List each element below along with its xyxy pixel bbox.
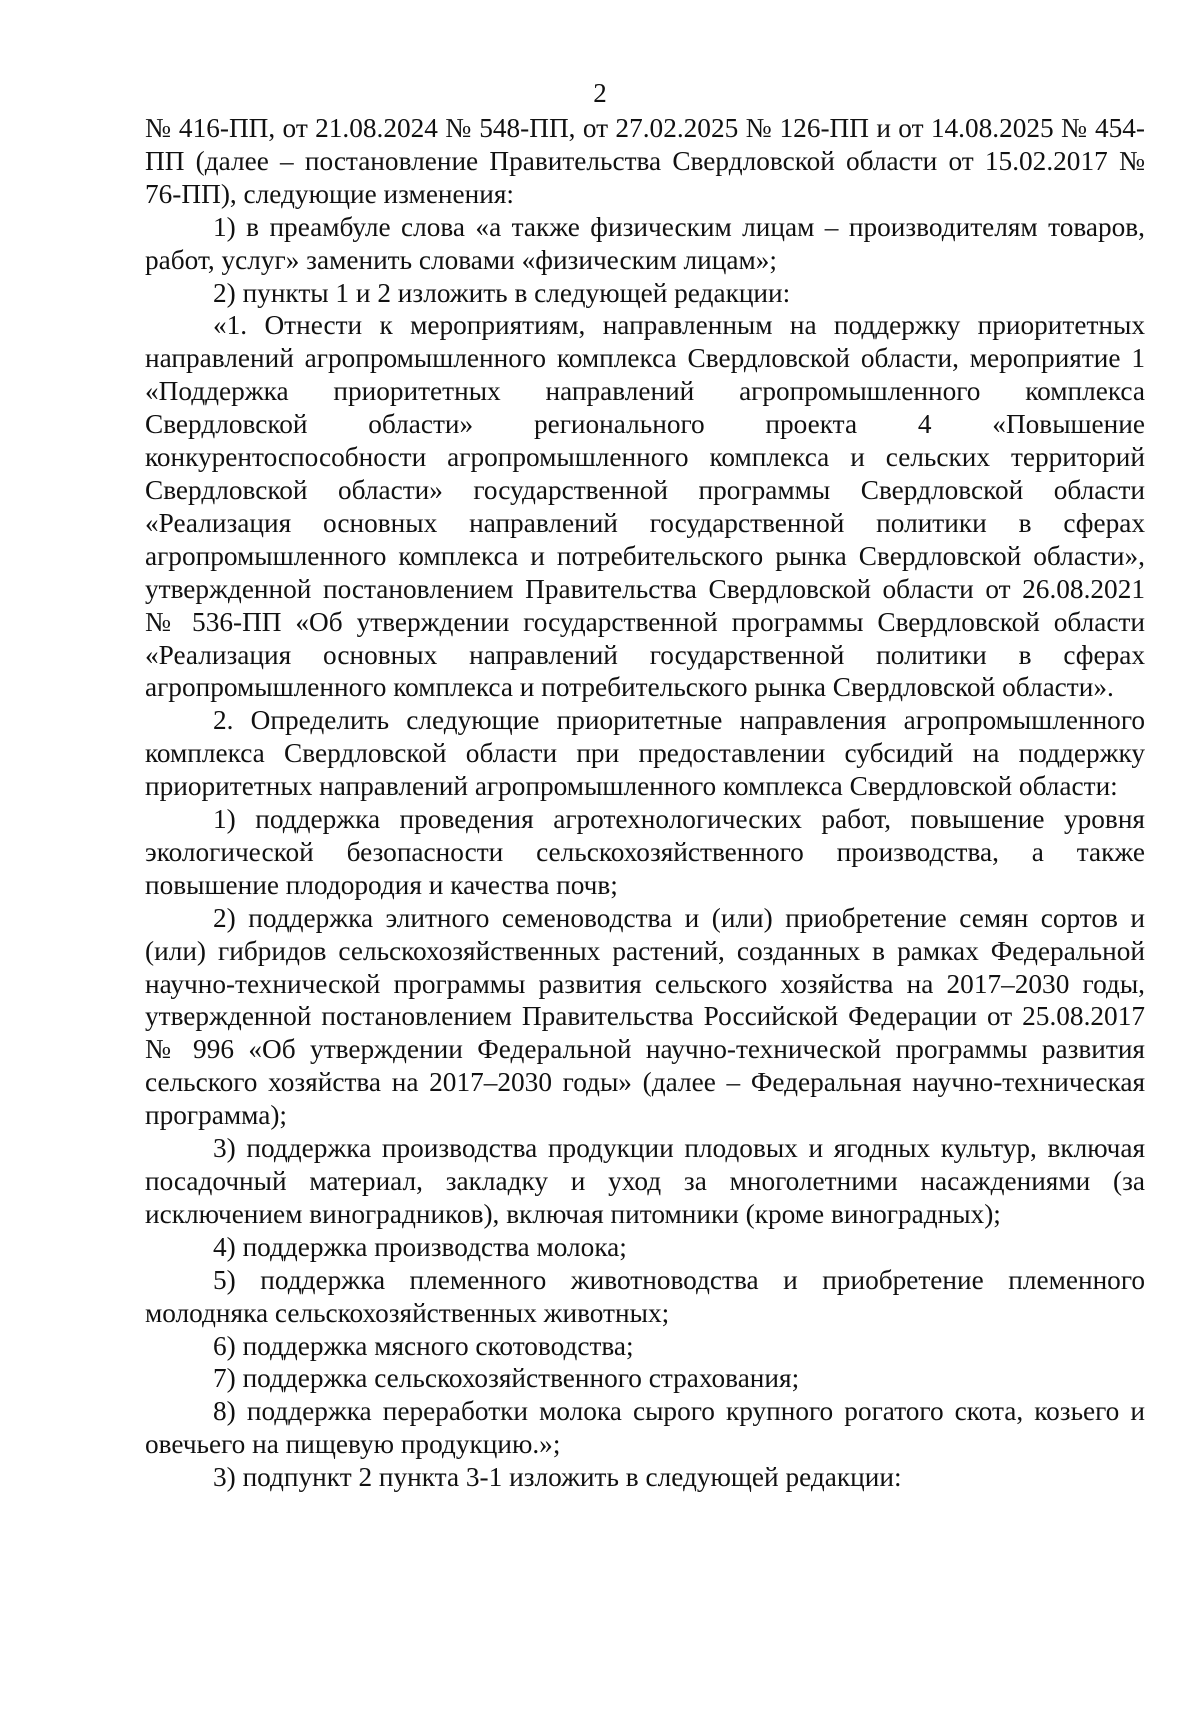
paragraph: 3) подпункт 2 пункта 3-1 изложить в следующей редакции:: [213, 1462, 902, 1493]
paragraph: 4) поддержка производства молока;: [213, 1231, 627, 1262]
document-body: [145, 112, 1145, 1494]
paragraph: 1) поддержка проведения агротехнологических работ, повышение уровня экологической безопасности сельскохозяйственного производства, а также повышение плодородия и качества почв;: [145, 804, 1145, 900]
paragraph: 2) пункты 1 и 2 изложить в следующей редакции:: [213, 277, 791, 308]
paragraph: 1) в преамбуле слова «а также физическим лицам – производителям товаров, работ, услуг» заменить словами «физическим лицам»;: [145, 211, 1145, 275]
paragraph: 8) поддержка переработки молока сырого крупного рогатого скота, козьего и овечьего на пищевую продукцию.»;: [145, 1396, 1145, 1460]
page-number: 2: [593, 78, 607, 108]
paragraph: «1. Отнести к мероприятиям, направленным на поддержку приоритетных направлений агропромышленного комплекса Свердловской области, мероприятие 1 «Поддержка приоритетных направлений агропромышленного комплекса Свердловской области» регионального проекта 4 «Повышение конкурентоспособности агропромышленного комплекса и сельских территорий Свердловской области» государственной программы Свердловской области «Реализация основных направлений государственной политики в сферах агропромышленного комплекса и потребительского рынка Свердловской области», утвержденной постановлением Правительства Свердловской области от 26.08.2021 № 536-ПП «Об утверждении государственной программы Свердловской области «Реализация основных направлений государственной политики в сферах агропромышленного комплекса и потребительского рынка Свердловской области».: [145, 310, 1145, 703]
paragraph: 2) поддержка элитного семеноводства и (или) приобретение семян сортов и (или) гибридов сельскохозяйственных растений, созданных в рамках Федеральной научно-технической программы развития сельского хозяйства на 2017–2030 годы, утвержденной постановлением Правительства Российской Федерации от 25.08.2017 № 996 «Об утверждении Федеральной научно-технической программы развития сельского хозяйства на 2017–2030 годы» (далее – Федеральная научно-техническая программа);: [145, 902, 1145, 1131]
paragraph: 5) поддержка племенного животноводства и приобретение племенного молодняка сельскохозяйственных животных;: [145, 1264, 1145, 1328]
paragraph: 6) поддержка мясного скотоводства;: [213, 1330, 634, 1361]
paragraph: 3) поддержка производства продукции плодовых и ягодных культур, включая посадочный материал, закладку и уход за многолетними насаждениями (за исключением виноградников), включая питомники (кроме виноградных);: [145, 1133, 1145, 1229]
paragraph: 7) поддержка сельскохозяйственного страхования;: [213, 1363, 800, 1394]
paragraph: 2. Определить следующие приоритетные направления агропромышленного комплекса Свердловской области при предоставлении субсидий на поддержку приоритетных направлений агропромышленного комплекса Свердловской области:: [145, 705, 1145, 802]
paragraph: № 416-ПП, от 21.08.2024 № 548-ПП, от 27.02.2025 № 126-ПП и от 14.08.2025 № 454-ПП (далее – постановление Правительства Свердловской области от 15.02.2017 № 76-ПП), следующие изменения:: [145, 113, 1145, 209]
